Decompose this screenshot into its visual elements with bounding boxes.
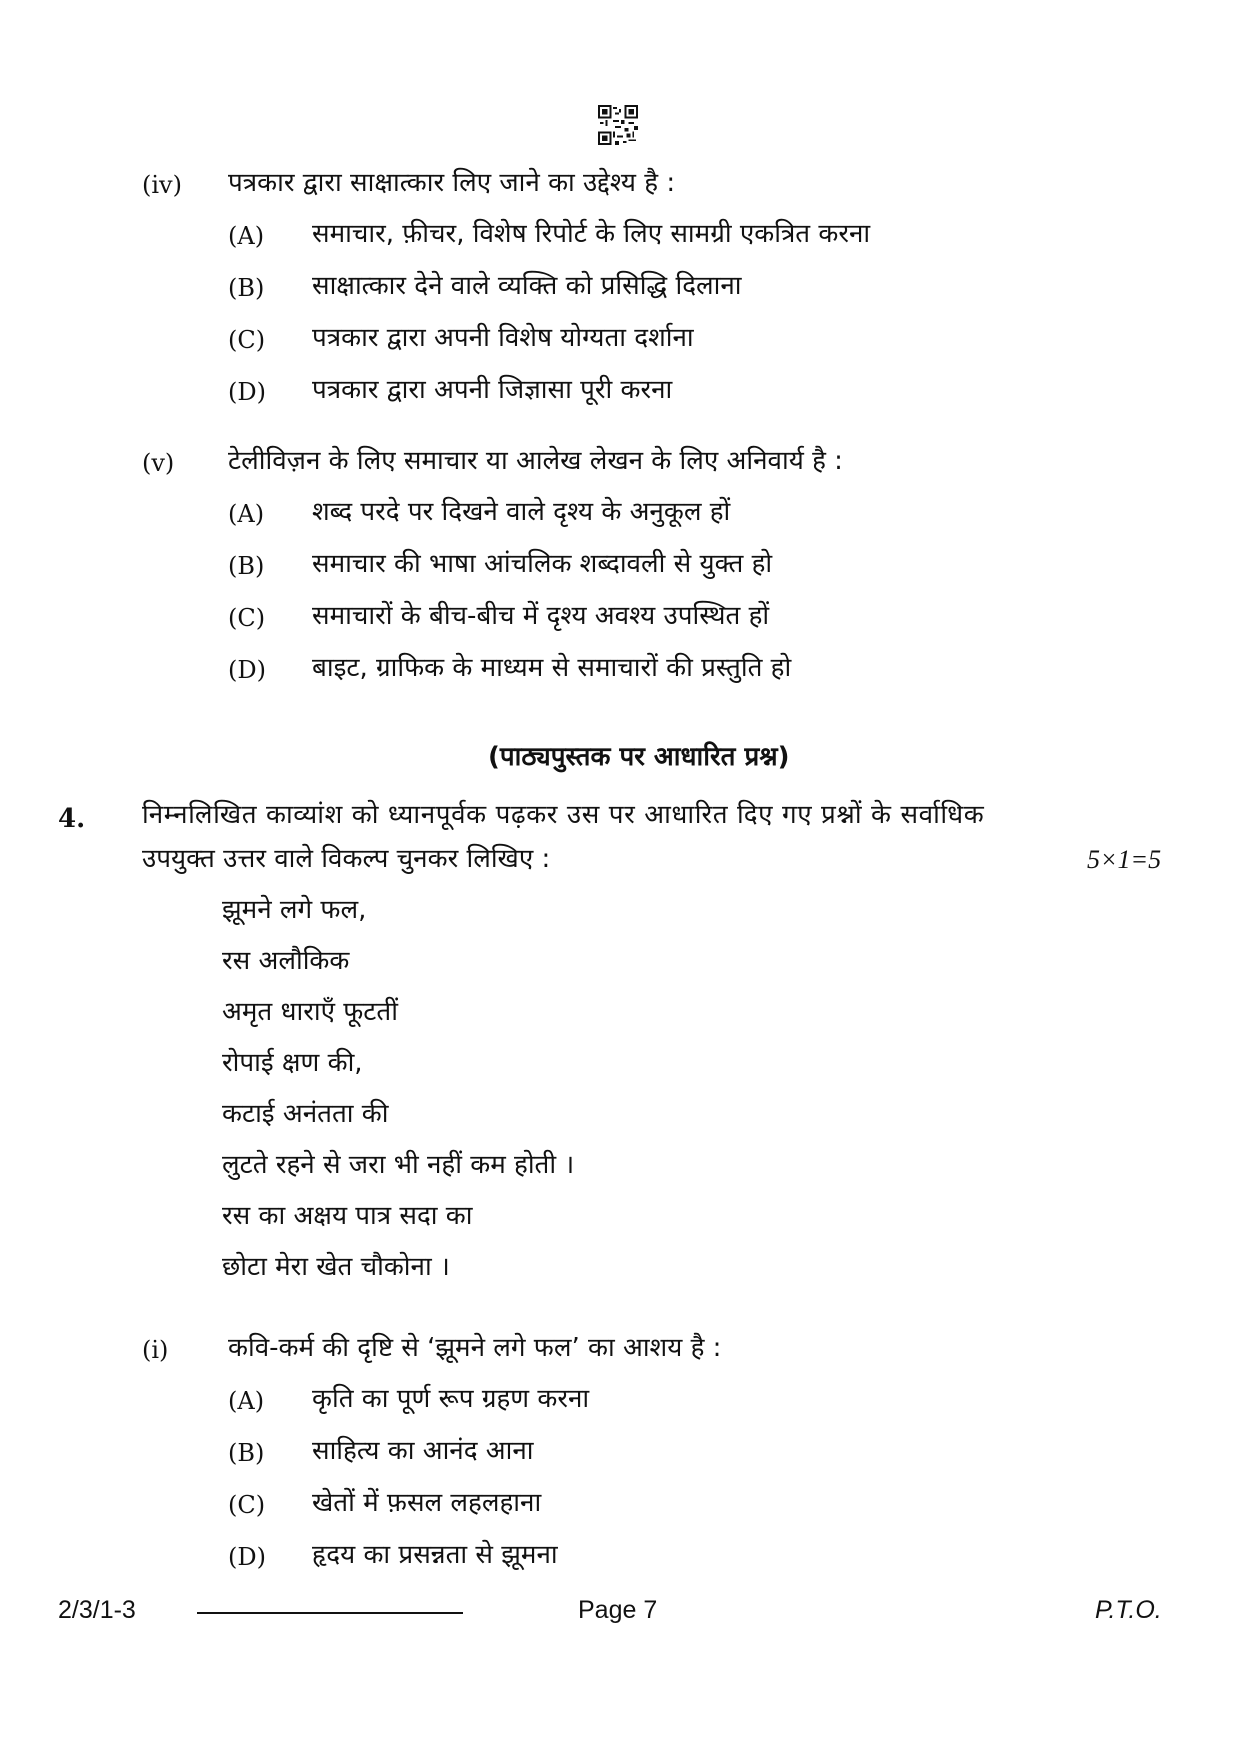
poem-line: अमृत धाराएँ फूटतीं: [222, 997, 398, 1027]
option-text: समाचार की भाषा आंचलिक शब्दावली से युक्त हो: [312, 549, 773, 579]
option-text: कृति का पूर्ण रूप ग्रहण करना: [312, 1384, 590, 1414]
question-text: पत्रकार द्वारा साक्षात्कार लिए जाने का उद्देश्य है :: [228, 168, 676, 198]
option-label: (C): [228, 604, 266, 632]
option-label: (D): [228, 656, 266, 684]
option-text: समाचार, फ़ीचर, विशेष रिपोर्ट के लिए सामग्री एकत्रित करना: [312, 219, 871, 249]
option-text: शब्द परदे पर दिखने वाले दृश्य के अनुकूल हों: [312, 497, 731, 527]
question-text: कवि-कर्म की दृष्टि से ‘झूमने लगे फल’ का आशय है :: [228, 1333, 722, 1363]
option-text: समाचारों के बीच-बीच में दृश्य अवश्य उपस्थित हों: [312, 601, 770, 631]
question-number: 4.: [58, 804, 86, 834]
please-turn-over: P.T.O.: [1095, 1596, 1162, 1624]
option-label: (D): [228, 378, 266, 406]
question-number: (v): [142, 449, 175, 477]
poem-line: रस का अक्षय पात्र सदा का: [222, 1201, 473, 1231]
option-text: साक्षात्कार देने वाले व्यक्ति को प्रसिद्धि दिलाना: [312, 271, 742, 301]
question-text-line-1: निम्नलिखित काव्यांश को ध्यानपूर्वक पढ़कर उस पर आधारित दिए गए प्रश्नों के सर्वाधिक: [142, 800, 985, 830]
option-label: (B): [228, 274, 265, 302]
option-text: हृदय का प्रसन्नता से झूमना: [312, 1540, 558, 1570]
option-label: (A): [228, 1387, 265, 1415]
question-number: (iv): [142, 171, 182, 199]
qr-code-icon: [598, 105, 638, 145]
option-text: खेतों में फ़सल लहलहाना: [312, 1488, 542, 1518]
option-text: पत्रकार द्वारा अपनी विशेष योग्यता दर्शाना: [312, 323, 694, 353]
option-label: (D): [228, 1543, 266, 1571]
option-label: (A): [228, 500, 265, 528]
marks-allocation: 5×1=5: [1087, 845, 1162, 874]
footer-divider: [197, 1612, 463, 1614]
poem-line: लुटते रहने से जरा भी नहीं कम होती ।: [222, 1150, 575, 1180]
option-text: साहित्य का आनंद आना: [312, 1436, 534, 1466]
paper-code: 2/3/1-3: [58, 1596, 136, 1624]
question-text: टेलीविज़न के लिए समाचार या आलेख लेखन के लिए अनिवार्य है :: [228, 446, 843, 476]
option-label: (C): [228, 1491, 266, 1519]
option-label: (A): [228, 222, 265, 250]
option-label: (B): [228, 1439, 265, 1467]
page-number: Page 7: [578, 1596, 658, 1624]
poem-line: झूमने लगे फल,: [222, 895, 367, 925]
poem-line: कटाई अनंतता की: [222, 1099, 389, 1129]
question-text-line-2: उपयुक्त उत्तर वाले विकल्प चुनकर लिखिए :: [142, 844, 551, 874]
poem-line: रस अलौकिक: [222, 946, 350, 976]
option-label: (B): [228, 552, 265, 580]
question-number: (i): [142, 1336, 169, 1364]
option-label: (C): [228, 326, 266, 354]
section-heading: (पाठ्यपुस्तक पर आधारित प्रश्न): [488, 742, 790, 772]
poem-line: रोपाई क्षण की,: [222, 1048, 363, 1078]
poem-line: छोटा मेरा खेत चौकोना ।: [222, 1252, 450, 1282]
option-text: बाइट, ग्राफिक के माध्यम से समाचारों की प्रस्तुति हो: [312, 653, 792, 683]
option-text: पत्रकार द्वारा अपनी जिज्ञासा पूरी करना: [312, 375, 673, 405]
